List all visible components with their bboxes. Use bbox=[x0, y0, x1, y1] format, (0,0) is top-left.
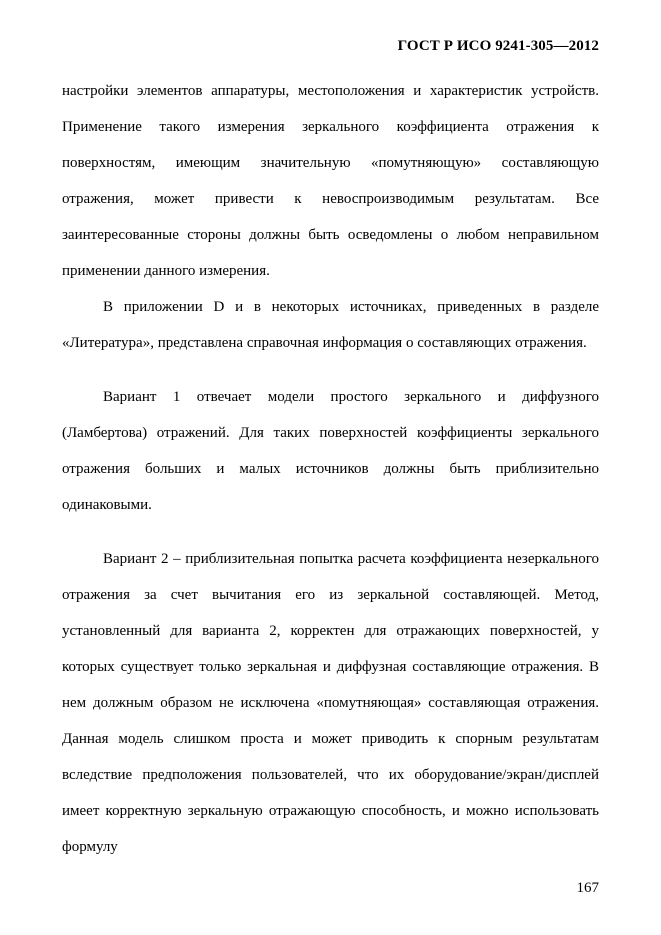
paragraph-variant-2: Вариант 2 – приблизительная попытка расчета коэффициента незеркального отражения за счет вычитания его из зеркальной составляющей. Метод, установленный для варианта 2, корректен для отражающих поверхностей, у которых существует только зеркальная и диффузная составляющие отражения. В нем должным образом не исключена «помутняющая» составляющая отражения. Данная модель слишком проста и может приводить к спорным результатам вследствие предположения пользователей, что их оборудование/экран/дисплей имеет корректную зеркальную отражающую способность, и можно использовать формулу bbox=[62, 551, 599, 855]
paragraph-variant-1: Вариант 1 отвечает модели простого зеркального и диффузного (Ламбертова) отражений. Для таких поверхностей коэффициенты зеркального отражения больших и малых источников должны быть приблизительно одинаковыми. bbox=[62, 389, 599, 513]
document-body bbox=[62, 73, 599, 865]
page-number: 167 bbox=[576, 880, 599, 896]
paragraph-appendix-reference: В приложении D и в некоторых источниках, приведенных в разделе «Литература», представлена справочная информация о составляющих отражения. bbox=[62, 299, 599, 351]
paragraph-continuation: настройки элементов аппаратуры, местоположения и характеристик устройств. Применение такого измерения зеркального коэффициента отражения к поверхностям, имеющим значительную «помутняющую» составляющую отражения, может привести к невоспроизводимым результатам. Все заинтересованные стороны должны быть осведомлены о любом неправильном применении данного измерения. bbox=[62, 83, 599, 279]
page-header: ГОСТ Р ИСО 9241-305—2012 bbox=[397, 38, 599, 54]
